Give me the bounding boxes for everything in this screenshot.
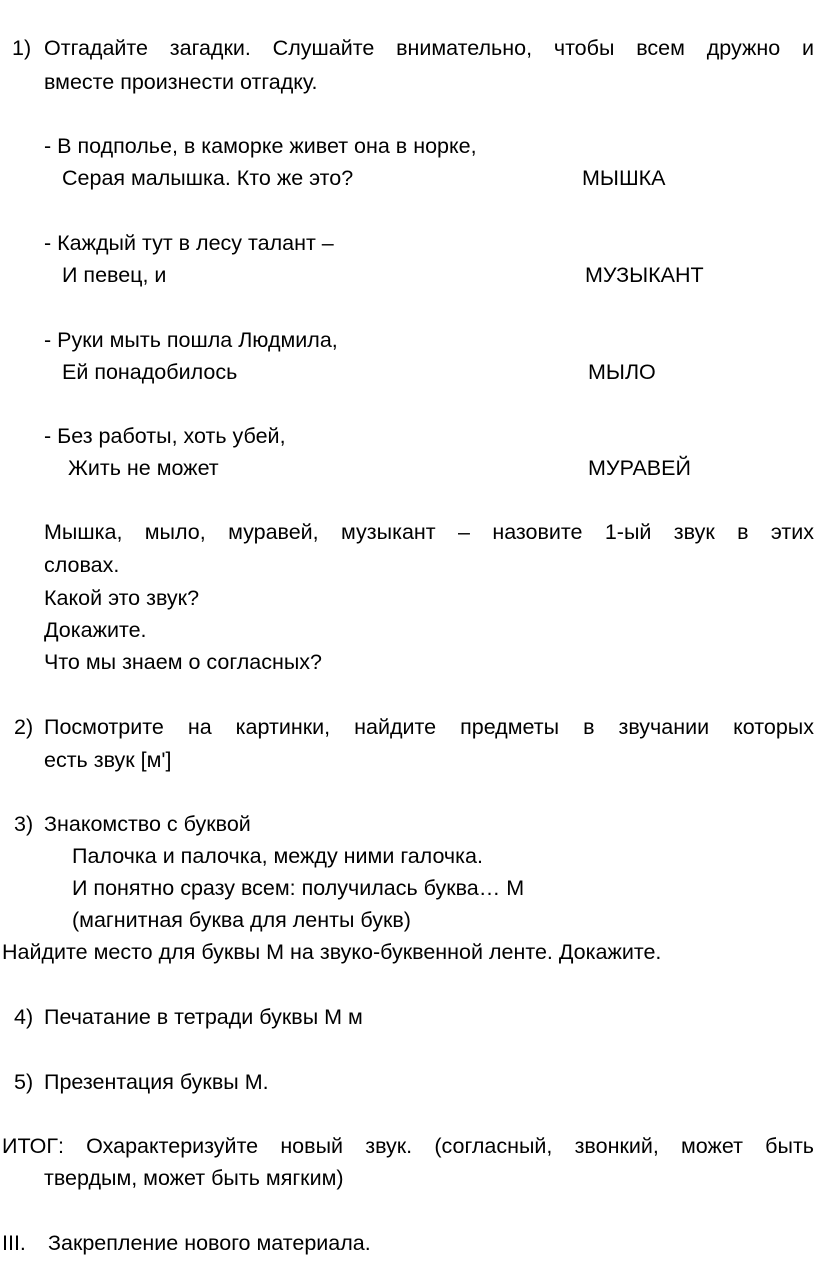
summary-line1: ИТОГ: Охарактеризуйте новый звук. (согласный, звонкий, может быть [2,1134,814,1158]
find-place-text: Найдите место для буквы М на звуко-буквенной ленте. Докажите. [2,940,662,964]
item1-line2: вместе произнести отгадку. [44,70,318,94]
item4-text: Печатание в тетради буквы М м [44,1005,363,1029]
riddle4-answer: МУРАВЕЙ [588,456,691,480]
item3-line1: Знакомство с буквой [44,812,251,836]
riddle4-line1: - Без работы, хоть убей, [44,424,286,448]
item4-number: 4) [14,1005,34,1029]
riddle1-line2: Серая малышка. Кто же это? [62,166,354,190]
riddle1-line1: - В подполье, в каморке живет она в норке, [44,134,477,158]
item5-text: Презентация буквы М. [44,1070,269,1094]
section3-text: Закрепление нового материала. [48,1231,371,1255]
riddle2-line2: И певец, и [62,263,167,287]
item1-line1: Отгадайте загадки. Слушайте внимательно, чтобы всем дружно и [44,36,814,60]
summary-line2: твердым, может быть мягким) [44,1166,344,1190]
riddle2-line1: - Каждый тут в лесу талант – [44,231,334,255]
item3-line4: (магнитная буква для ленты букв) [72,908,411,932]
item5-number: 5) [14,1070,34,1094]
riddle4-line2: Жить не может [68,456,219,480]
item3-number: 3) [14,812,34,836]
riddle3-line2: Ей понадобилось [62,360,238,384]
questions-line4: Докажите. [44,618,147,642]
item2-line1: Посмотрите на картинки, найдите предметы в звучании которых [44,715,814,739]
riddle1-answer: МЫШКА [582,166,666,190]
questions-line1: Мышка, мыло, муравей, музыкант – назовите 1-ый звук в этих [44,520,814,544]
item3-line3: И понятно сразу всем: получилась буква… М [72,876,525,900]
riddle3-line1: - Руки мыть пошла Людмила, [44,328,338,352]
questions-line2: словах. [44,553,120,577]
item1-number: 1) [12,36,32,60]
item2-line2: есть звук [м'] [44,748,172,772]
section3-number: III. [2,1231,26,1255]
item3-line2: Палочка и палочка, между ними галочка. [72,844,483,868]
questions-line3: Какой это звук? [44,586,200,610]
item2-number: 2) [14,715,34,739]
riddle2-answer: МУЗЫКАНТ [585,263,704,287]
riddle3-answer: МЫЛО [588,360,656,384]
questions-line5: Что мы знаем о согласных? [44,650,323,674]
